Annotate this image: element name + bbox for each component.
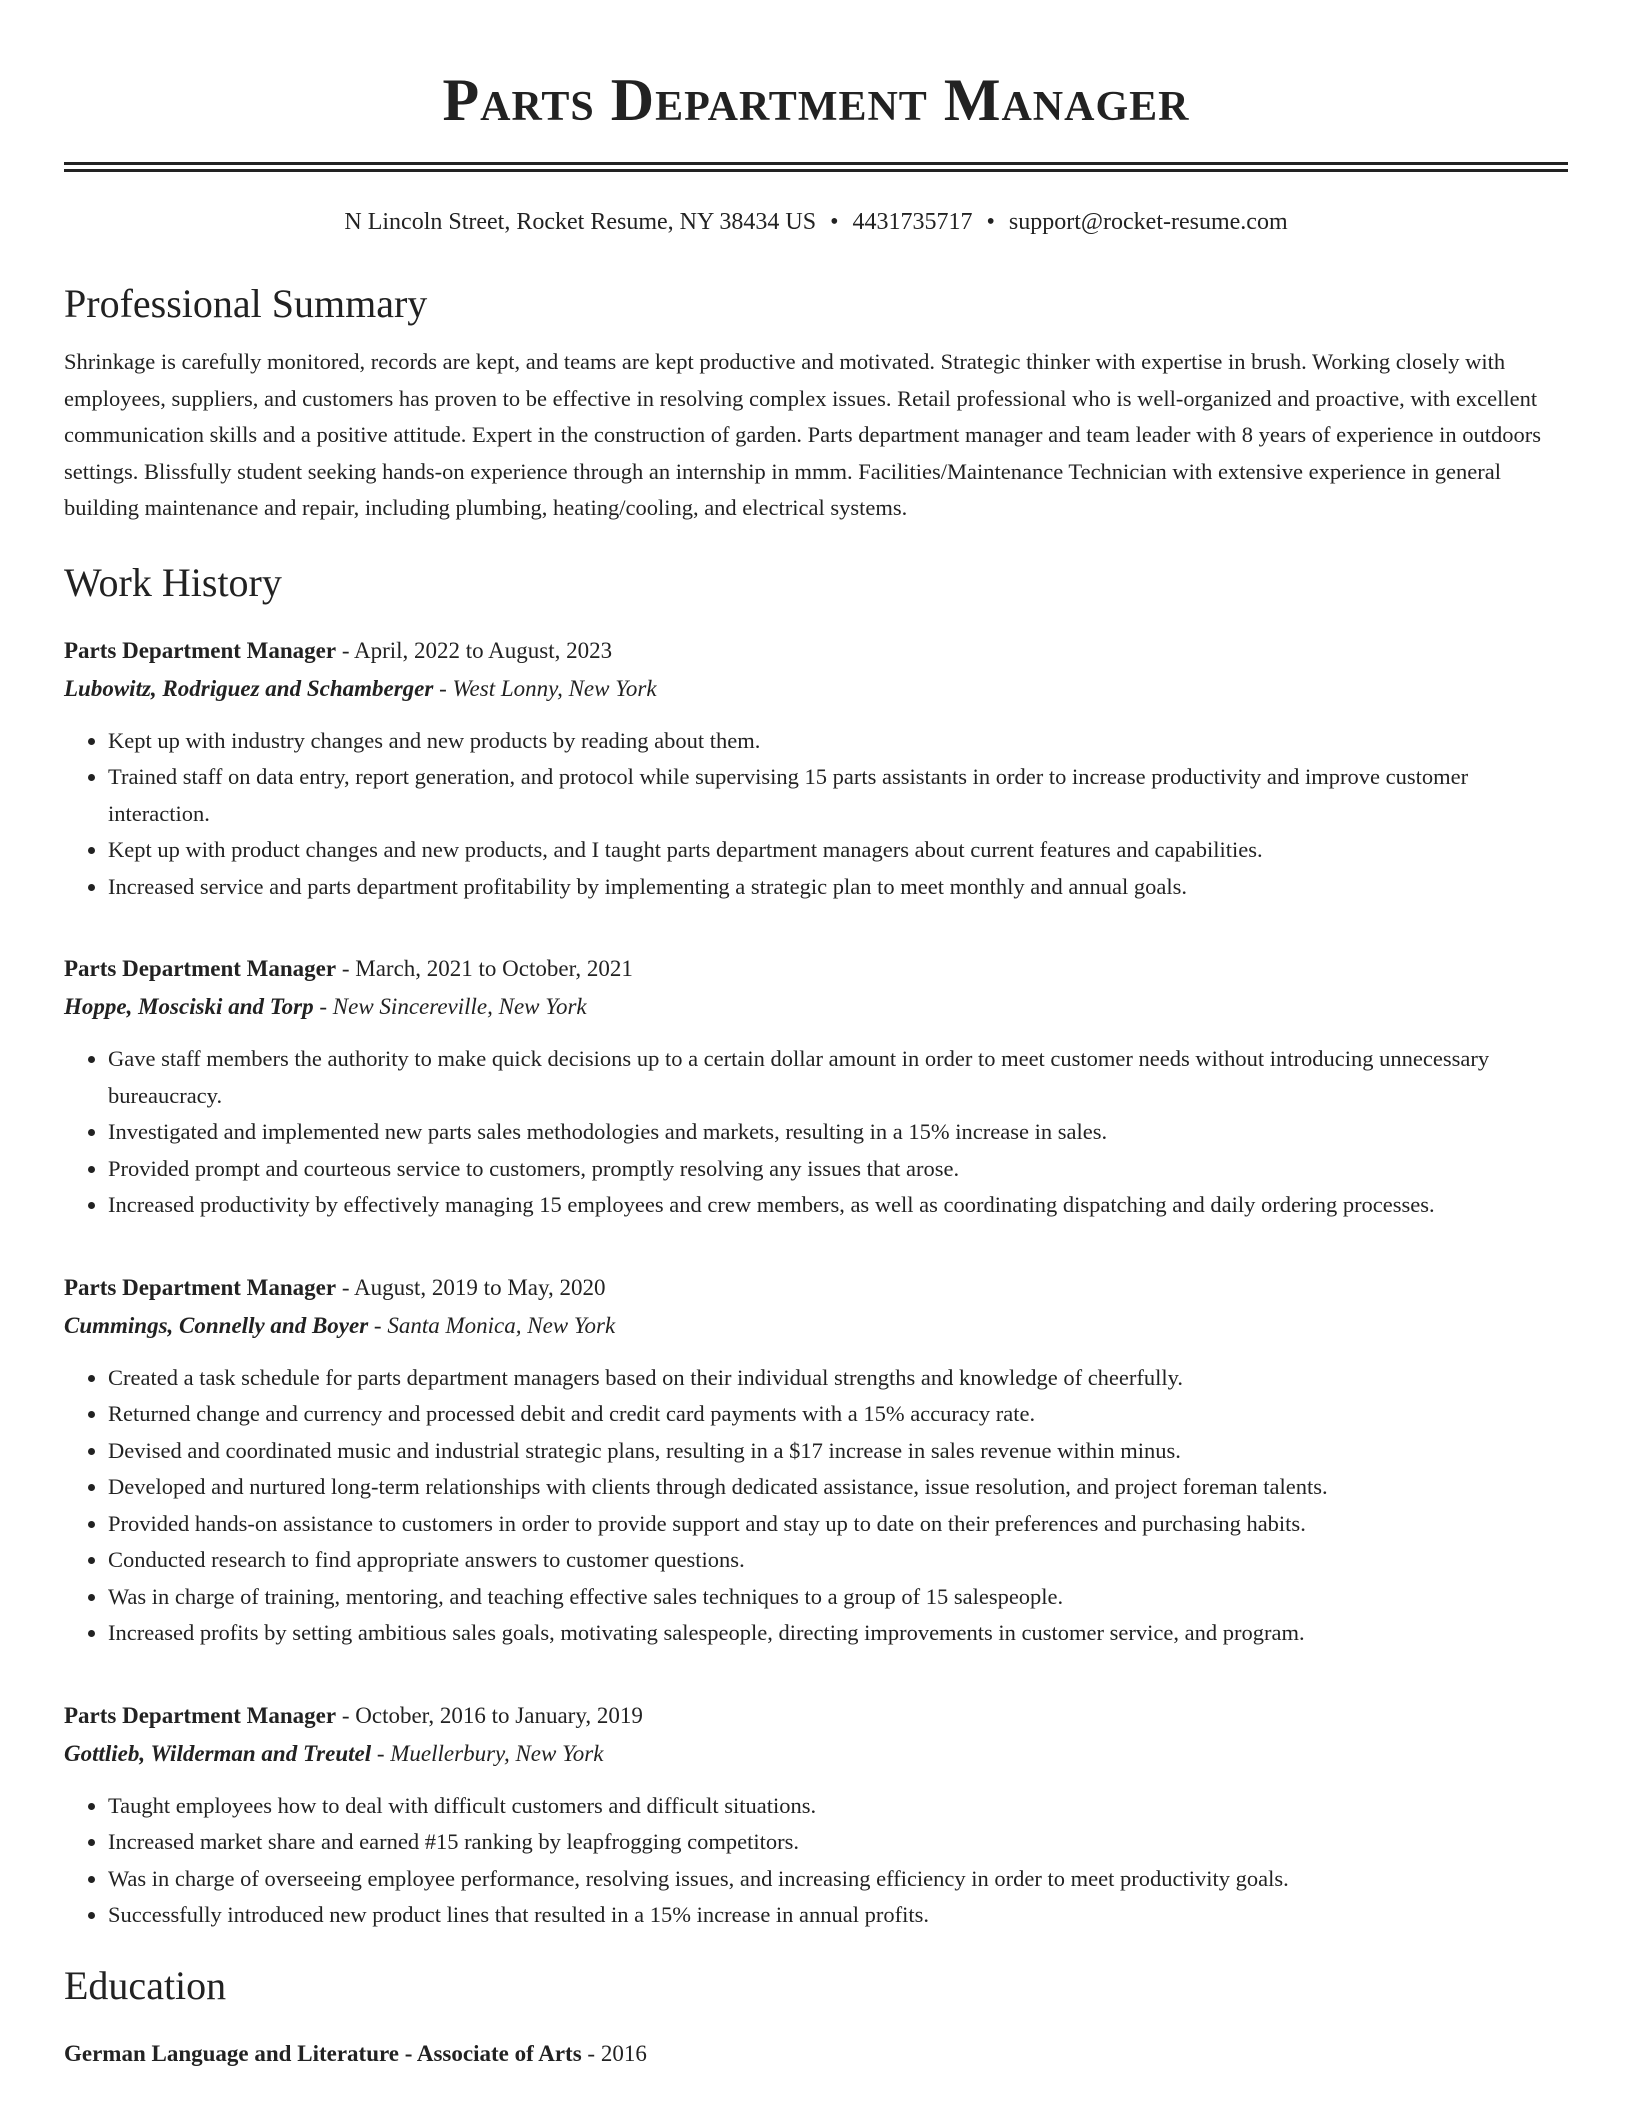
job-title-line xyxy=(64,951,1568,987)
job-title: Parts Department Manager xyxy=(64,637,337,663)
company-location: - Santa Monica, New York xyxy=(368,1312,616,1338)
summary-heading: Professional Summary xyxy=(64,281,428,326)
job-bullet: • Kept up with industry changes and new products by reading about them. xyxy=(108,723,1568,760)
job-bullet-list xyxy=(64,1788,1568,1934)
job-bullet: • Increased service and parts department profitability by implementing a strategic plan to meet monthly and annual goals. xyxy=(108,869,1568,906)
job-dates: - August, 2019 to May, 2020 xyxy=(336,1274,606,1300)
job-entry xyxy=(64,951,1568,1224)
job-entry xyxy=(64,1698,1568,1934)
job-entry xyxy=(64,1270,1568,1652)
job-bullet: • Returned change and currency and processed debit and credit card payments with a 15% accuracy rate. xyxy=(108,1396,1568,1433)
summary-text: Shrinkage is carefully monitored, records are kept, and teams are kept productive and motivated. Strategic thinker with expertise in brush. Working closely with employees, suppliers, and customers has proven to be effective in resolving complex issues. Retail professional who is well-organized and proactive, with excellent communication skills and a positive attitude. Expert in the construction of garden. Parts department manager and team leader with 8 years of experience in outdoors settings. Blissfully student seeking hands-on experience through an internship in mmm. Facilities/Maintenance Technician with extensive experience in general building maintenance and repair, including plumbing, heating/cooling, and electrical systems. xyxy=(64,349,1542,520)
company-location: - West Lonny, New York xyxy=(433,675,657,701)
job-bullet: • Conducted research to find appropriate answers to customer questions. xyxy=(108,1542,1568,1579)
job-title: Parts Department Manager xyxy=(64,956,337,981)
job-bullet: • Created a task schedule for parts department managers based on their individual strengths and knowledge of cheerfully. xyxy=(108,1360,1568,1397)
job-bullet: • Increased productivity by effectively managing 15 employees and crew members, as well as coordinating dispatching and daily ordering processes. xyxy=(108,1187,1568,1224)
job-bullet: • Taught employees how to deal with difficult customers and difficult situations. xyxy=(108,1788,1568,1825)
contact-separator: • xyxy=(830,209,839,235)
contact-email[interactable]: support@rocket-resume.com xyxy=(1008,209,1288,235)
job-bullet: • Investigated and implemented new parts sales methodologies and markets, resulting in a 15% increase in sales. xyxy=(108,1114,1568,1151)
title-double-rule xyxy=(64,162,1568,172)
company-location: - New Sincereville, New York xyxy=(313,994,587,1019)
company-line xyxy=(64,1306,1568,1346)
job-dates: - March, 2021 to October, 2021 xyxy=(336,956,633,981)
job-bullet: • Was in charge of training, mentoring, and teaching effective sales techniques to a group of 15 salespeople. xyxy=(108,1579,1568,1616)
company-line xyxy=(64,1734,1568,1774)
job-bullet: • Trained staff on data entry, report generation, and protocol while supervising 15 parts assistants in order to increase productivity and improve customer interaction. xyxy=(108,759,1568,832)
job-bullet-list xyxy=(64,1041,1568,1224)
resume-title: Parts Department Manager xyxy=(442,67,1190,133)
job-bullet: • Devised and coordinated music and industrial strategic plans, resulting in a $17 increase in sales revenue within minus. xyxy=(108,1433,1568,1470)
job-title-line xyxy=(64,633,1568,669)
company-name: Hoppe, Mosciski and Torp xyxy=(64,994,314,1019)
job-bullet-list xyxy=(64,723,1568,906)
education-entry xyxy=(64,2036,1568,2072)
education-heading: Education xyxy=(64,1962,227,2008)
education-degree: German Language and Literature - Associate of Arts xyxy=(64,2040,582,2066)
job-bullet: • Increased profits by setting ambitious sales goals, motivating salespeople, directing improvements in customer service, and program. xyxy=(108,1615,1568,1652)
job-bullet: • Gave staff members the authority to make quick decisions up to a certain dollar amount in order to meet customer needs without introducing unnecessary bureaucracy. xyxy=(108,1041,1568,1114)
job-bullet: • Increased market share and earned #15 ranking by leapfrogging competitors. xyxy=(108,1824,1568,1861)
job-dates: - October, 2016 to January, 2019 xyxy=(336,1702,643,1728)
job-entry xyxy=(64,633,1568,906)
contact-line xyxy=(64,206,1568,238)
job-bullet: • Provided prompt and courteous service to customers, promptly resolving any issues that arose. xyxy=(108,1151,1568,1188)
company-line xyxy=(64,669,1568,709)
company-line xyxy=(64,987,1568,1027)
education-year: - 2016 xyxy=(581,2040,647,2066)
company-location: - Muellerbury, New York xyxy=(371,1740,604,1766)
job-bullet: • Successfully introduced new product lines that resulted in a 15% increase in annual profits. xyxy=(108,1897,1568,1934)
job-bullet: • Developed and nurtured long-term relationships with clients through dedicated assistance, issue resolution, and project foreman talents. xyxy=(108,1469,1568,1506)
job-title-line xyxy=(64,1698,1568,1734)
job-dates: - April, 2022 to August, 2023 xyxy=(336,637,613,663)
job-bullet: • Provided hands-on assistance to customers in order to provide support and stay up to date on their preferences and purchasing habits. xyxy=(108,1506,1568,1543)
contact-address: N Lincoln Street, Rocket Resume, NY 38434 US xyxy=(344,209,817,235)
contact-phone: 4431735717 xyxy=(852,209,973,235)
job-bullet: • Kept up with product changes and new products, and I taught parts department managers about current features and capabilities. xyxy=(108,832,1568,869)
contact-separator: • xyxy=(986,209,995,235)
job-bullet: • Was in charge of overseeing employee performance, resolving issues, and increasing efficiency in order to meet productivity goals. xyxy=(108,1861,1568,1898)
job-title-line xyxy=(64,1270,1568,1306)
company-name: Lubowitz, Rodriguez and Schamberger xyxy=(64,675,434,701)
job-title: Parts Department Manager xyxy=(64,1274,337,1300)
job-title: Parts Department Manager xyxy=(64,1702,337,1728)
work-history-heading: Work History xyxy=(64,559,282,605)
company-name: Cummings, Connelly and Boyer xyxy=(64,1312,369,1338)
company-name: Gottlieb, Wilderman and Treutel xyxy=(64,1740,372,1766)
job-bullet-list xyxy=(64,1360,1568,1652)
